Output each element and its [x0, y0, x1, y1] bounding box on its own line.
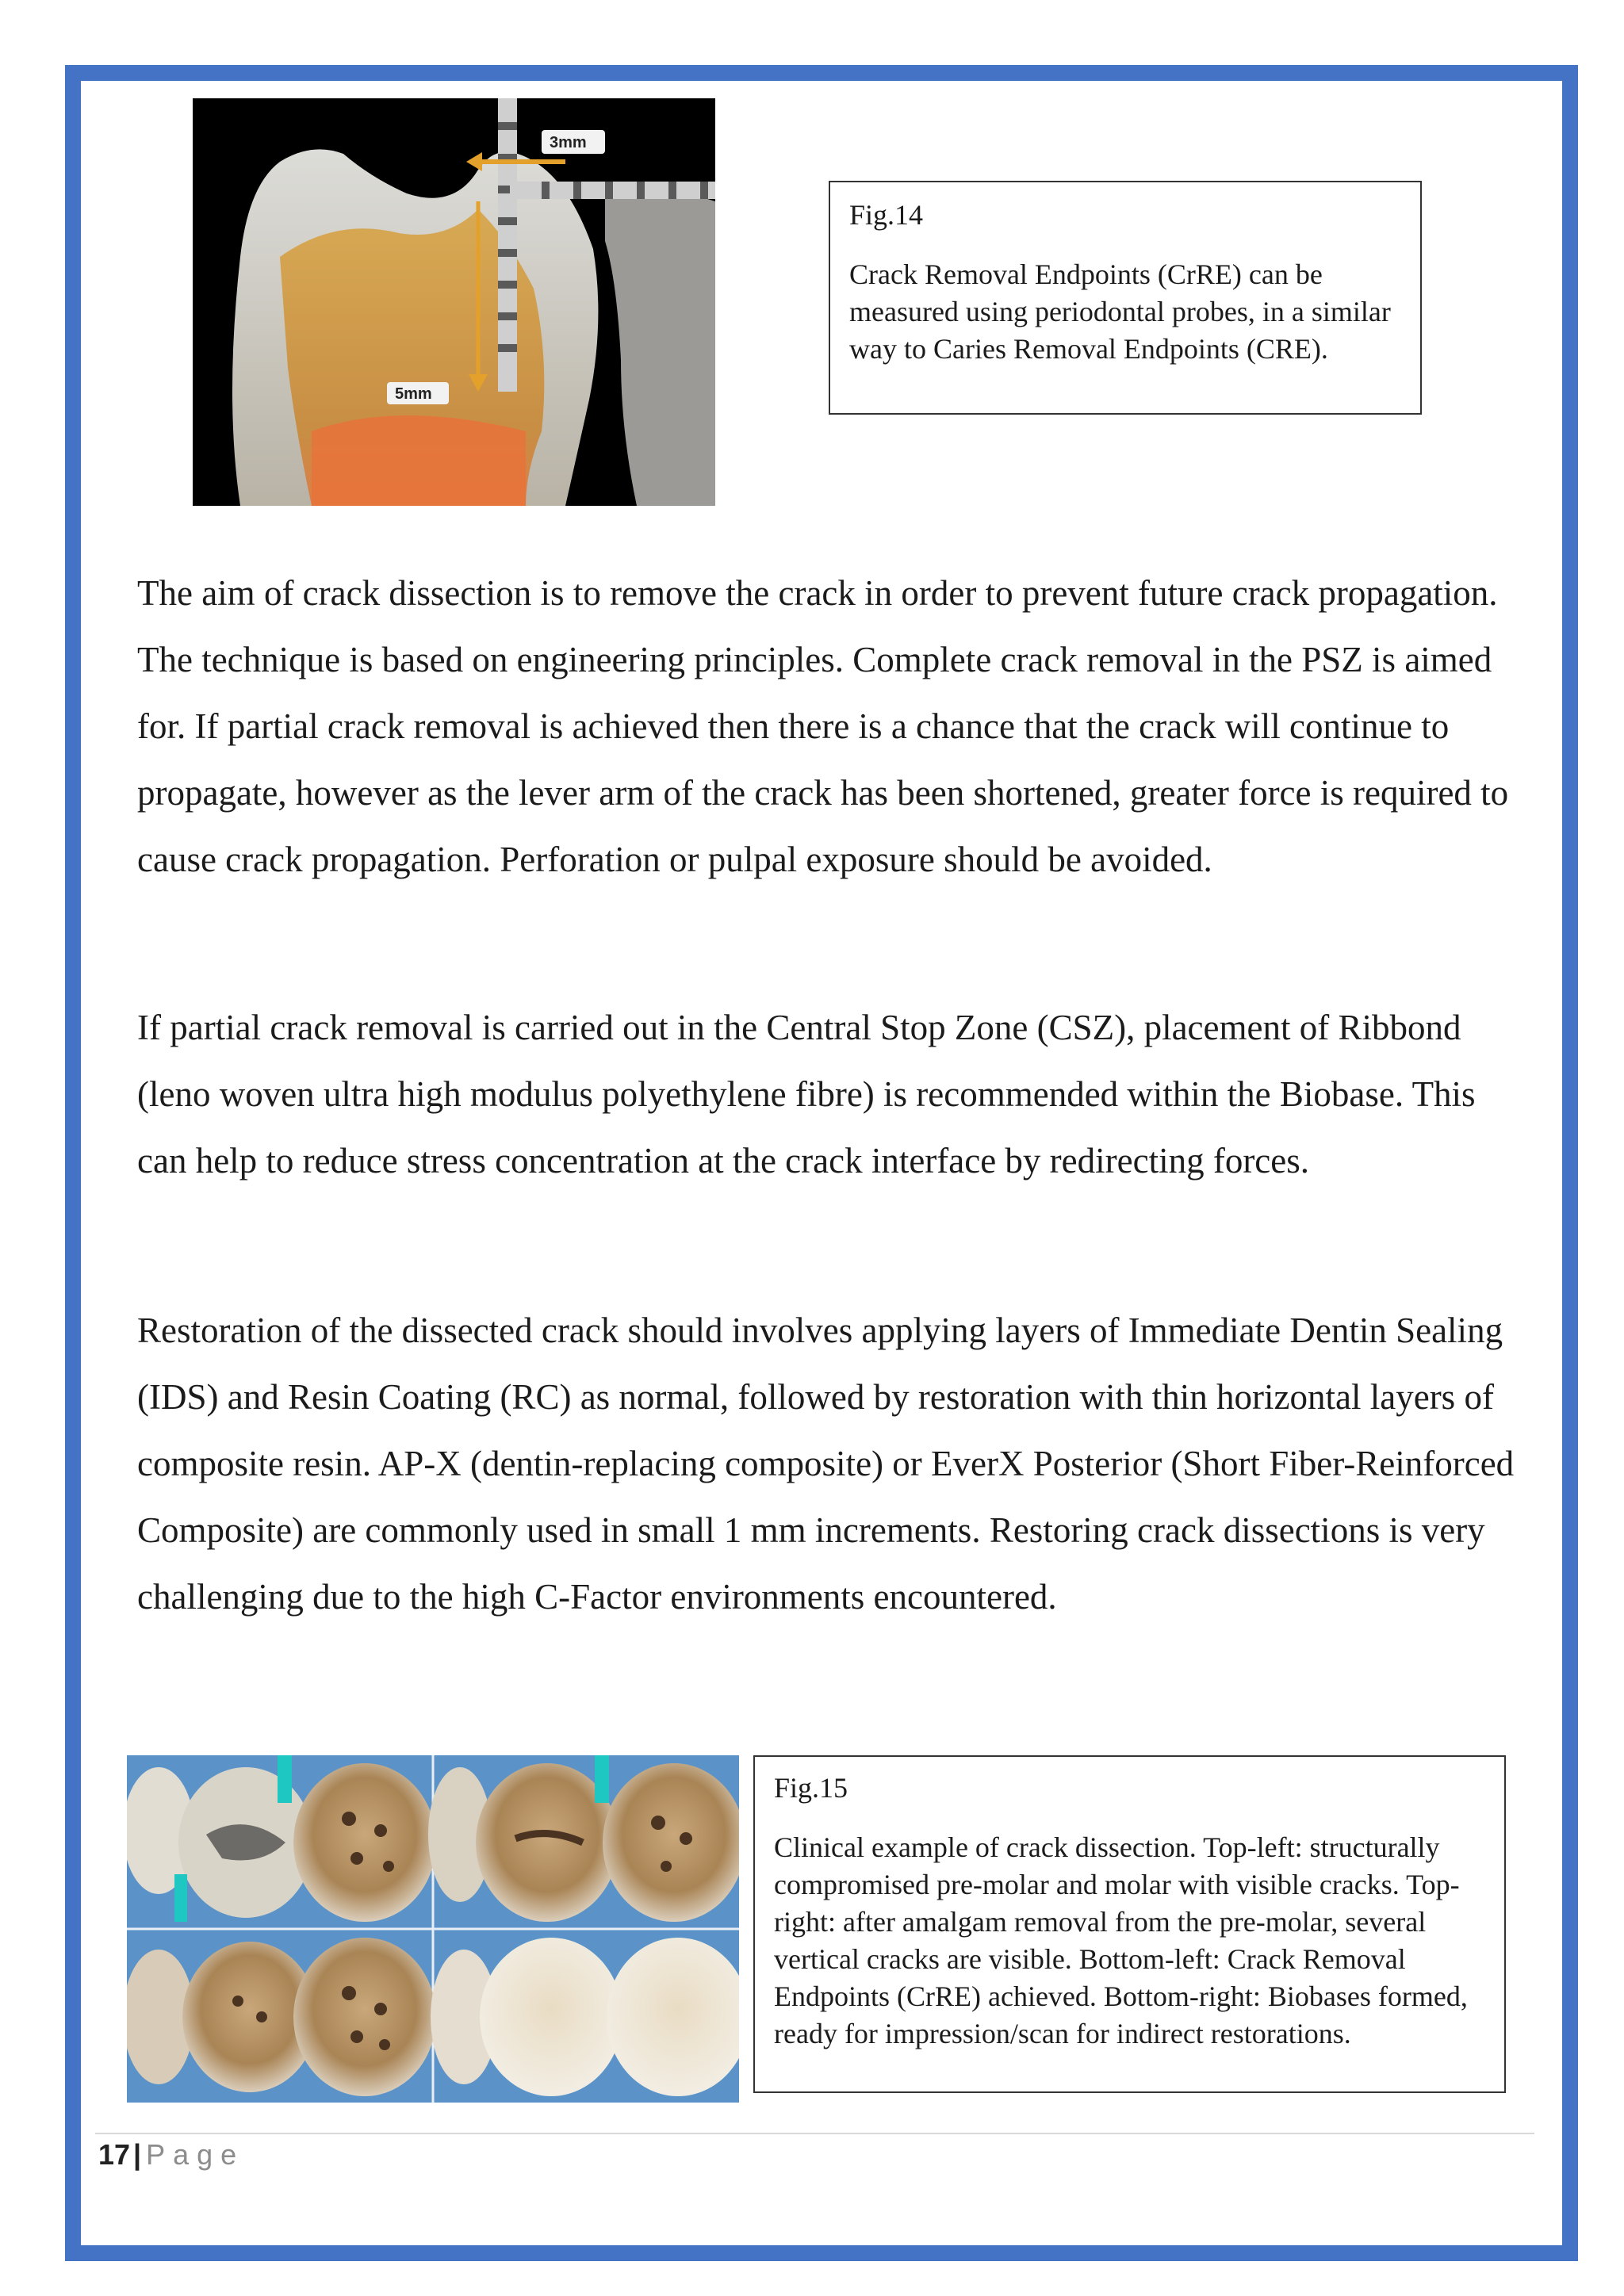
fig15-caption-box — [753, 1755, 1506, 2093]
body-paragraph-3: Restoration of the dissected crack should involves applying layers of Immediate Dentin Sealing (IDS) and Resin Coating (RC) as normal, followed by restoration with thin horizontal layers of composite resin. AP-X (dentin-replacing composite) or EverX Posterior (Short Fiber-Reinforced Composite) are commonly used in small 1 mm increments. Restoring crack dissections is very challenging due to the high C-Factor environments encountered. — [137, 1311, 1515, 1617]
fig14-depth-measure-label: 5mm — [395, 385, 432, 403]
fig14-caption-box — [829, 181, 1422, 415]
fig15-image — [127, 1755, 739, 2103]
page-footer — [98, 2133, 244, 2177]
page-separator: | — [133, 2138, 142, 2171]
fig14-image — [193, 98, 715, 506]
fig15-caption-text: Clinical example of crack dissection. Top-left: structurally compromised pre-molar and molar with visible cracks. Top-right: after amalgam removal from the pre-molar, several vertical cracks are visible. Bottom-left: Crack Removal Endpoints (CrRE) achieved. Bottom-right: Biobases formed, ready for impression/scan for indirect restorations. — [774, 1831, 1468, 2049]
footer-divider — [95, 2133, 1534, 2134]
fig14-caption-label: Fig.14 — [849, 199, 924, 231]
page-word: Page — [146, 2138, 245, 2171]
fig14-top-measure-label: 3mm — [550, 134, 587, 151]
body-paragraph-2: If partial crack removal is carried out in the Central Stop Zone (CSZ), placement of Ribbond (leno woven ultra high modulus polyethylene fibre) is recommended within the Biobase. This can help to reduce stress concentration at the crack interface by redirecting forces. — [137, 1008, 1476, 1181]
page-number: 17 — [98, 2138, 131, 2171]
fig15-caption-label: Fig.15 — [774, 1772, 848, 1804]
body-paragraph-1: The aim of crack dissection is to remove the crack in order to prevent future crack propagation. The technique is based on engineering principles. Complete crack removal in the PSZ is aimed for. If partial crack removal is achieved then there is a chance that the crack will continue to propagate, however as the lever arm of the crack has been shortened, greater force is required to cause crack propagation. Perforation or pulpal exposure should be avoided. — [137, 573, 1509, 879]
fig14-caption-text: Crack Removal Endpoints (CrRE) can be measured using periodontal probes, in a similar way to Caries Removal Endpoints (CRE). — [849, 258, 1391, 365]
